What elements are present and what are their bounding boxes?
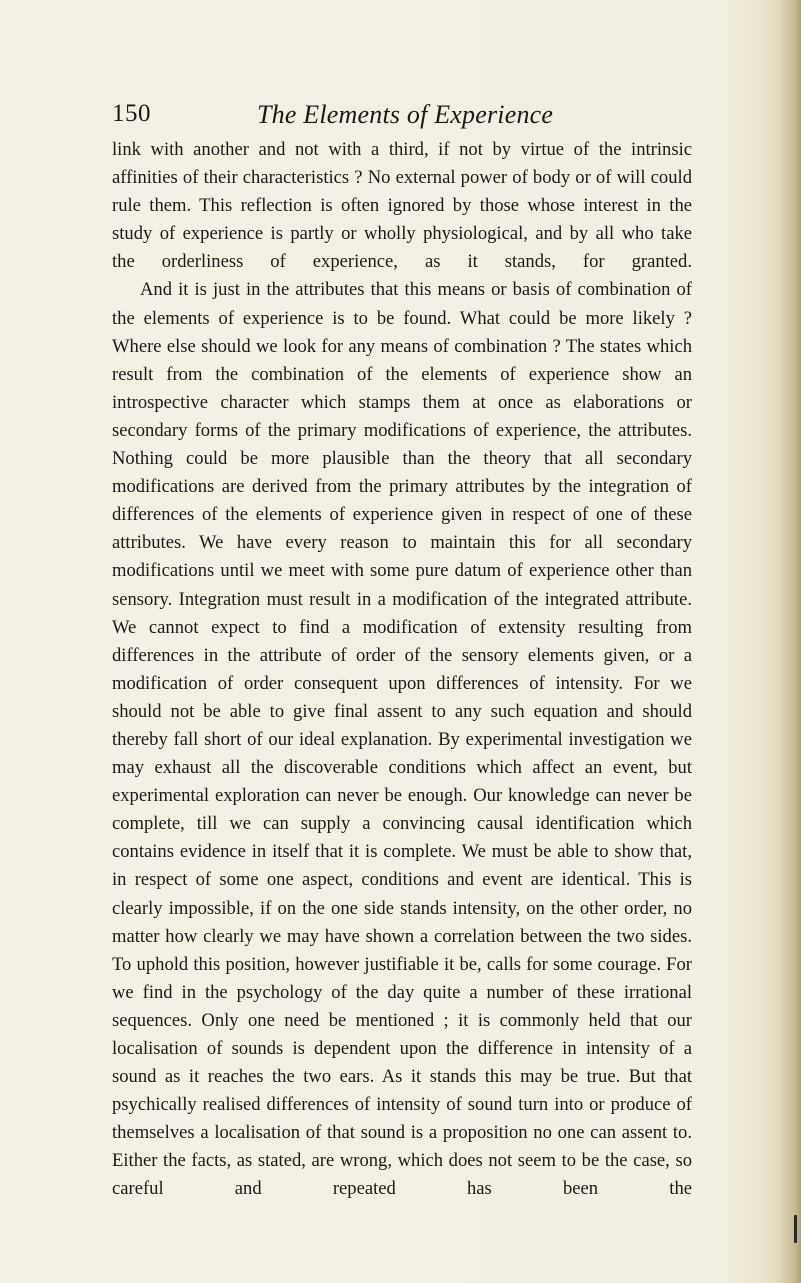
running-title: The Elements of Experience: [257, 100, 554, 129]
paragraph-1: link with another and not with a third, if not by virtue of the intrinsic affinities of their characteristics ? No external power of body or of will could rule them. This reflection is often ignored by those whose interest in the study of experience is partly or wholly physiological, and by all who take the orderliness of experience, as it stands, for granted.: [112, 139, 692, 273]
page-number: 150: [112, 100, 151, 127]
body-text: [112, 136, 692, 1204]
page-edge-mark: [794, 1215, 797, 1243]
page-edge-shadow: [779, 0, 801, 1283]
paragraph-2: And it is just in the attributes that this means or basis of combination of the elements of experience is to be found. What could be more likely ? Where else should we look for any means of combination ? The states which result from the combination of the elements of experience show an introspective character which stamps them at once as elaborations or secondary forms of the primary modifications of experience, the attributes. Nothing could be more plausible than the theory that all secondary modifications are derived from the primary attributes by the integration of differences of the elements of experience given in respect of one of these attributes. We have every reason to maintain this for all secondary modifications until we meet with some pure datum of experience other than sensory. Integration must result in a modification of the integrated attribute. We cannot expect to find a modification of extensity resulting from differences in the attribute of order of the sensory elements given, or a modification of order consequent upon differences of intensity. For we should not be able to give final assent to any such equation and should thereby fall short of our ideal explanation. By experimental investigation we may exhaust all the discoverable conditions which affect an event, but experimental exploration can never be enough. Our knowledge can never be complete, till we can supply a convincing causal identification which contains evidence in itself that it is complete. We must be able to show that, in respect of some one aspect, conditions and event are identical. This is clearly impossible, if on the one side stands intensity, on the other order, no matter how clearly we may have shown a correlation between the two sides. To uphold this position, however justifiable it be, calls for some courage. For we find in the psychology of the day quite a number of these irrational sequences. Only one need be mentioned ; it is commonly held that our localisation of sounds is dependent upon the difference in intensity of a sound as it reaches the two ears. As it stands this may be true. But that psychically realised differences of intensity of sound turn into or produce of themselves a localisation of that sound is a proposition no one can assent to. Either the facts, as stated, are wrong, which does not seem to be the case, so careful and repeated has been the: [112, 279, 692, 1200]
page-header: [112, 100, 692, 130]
